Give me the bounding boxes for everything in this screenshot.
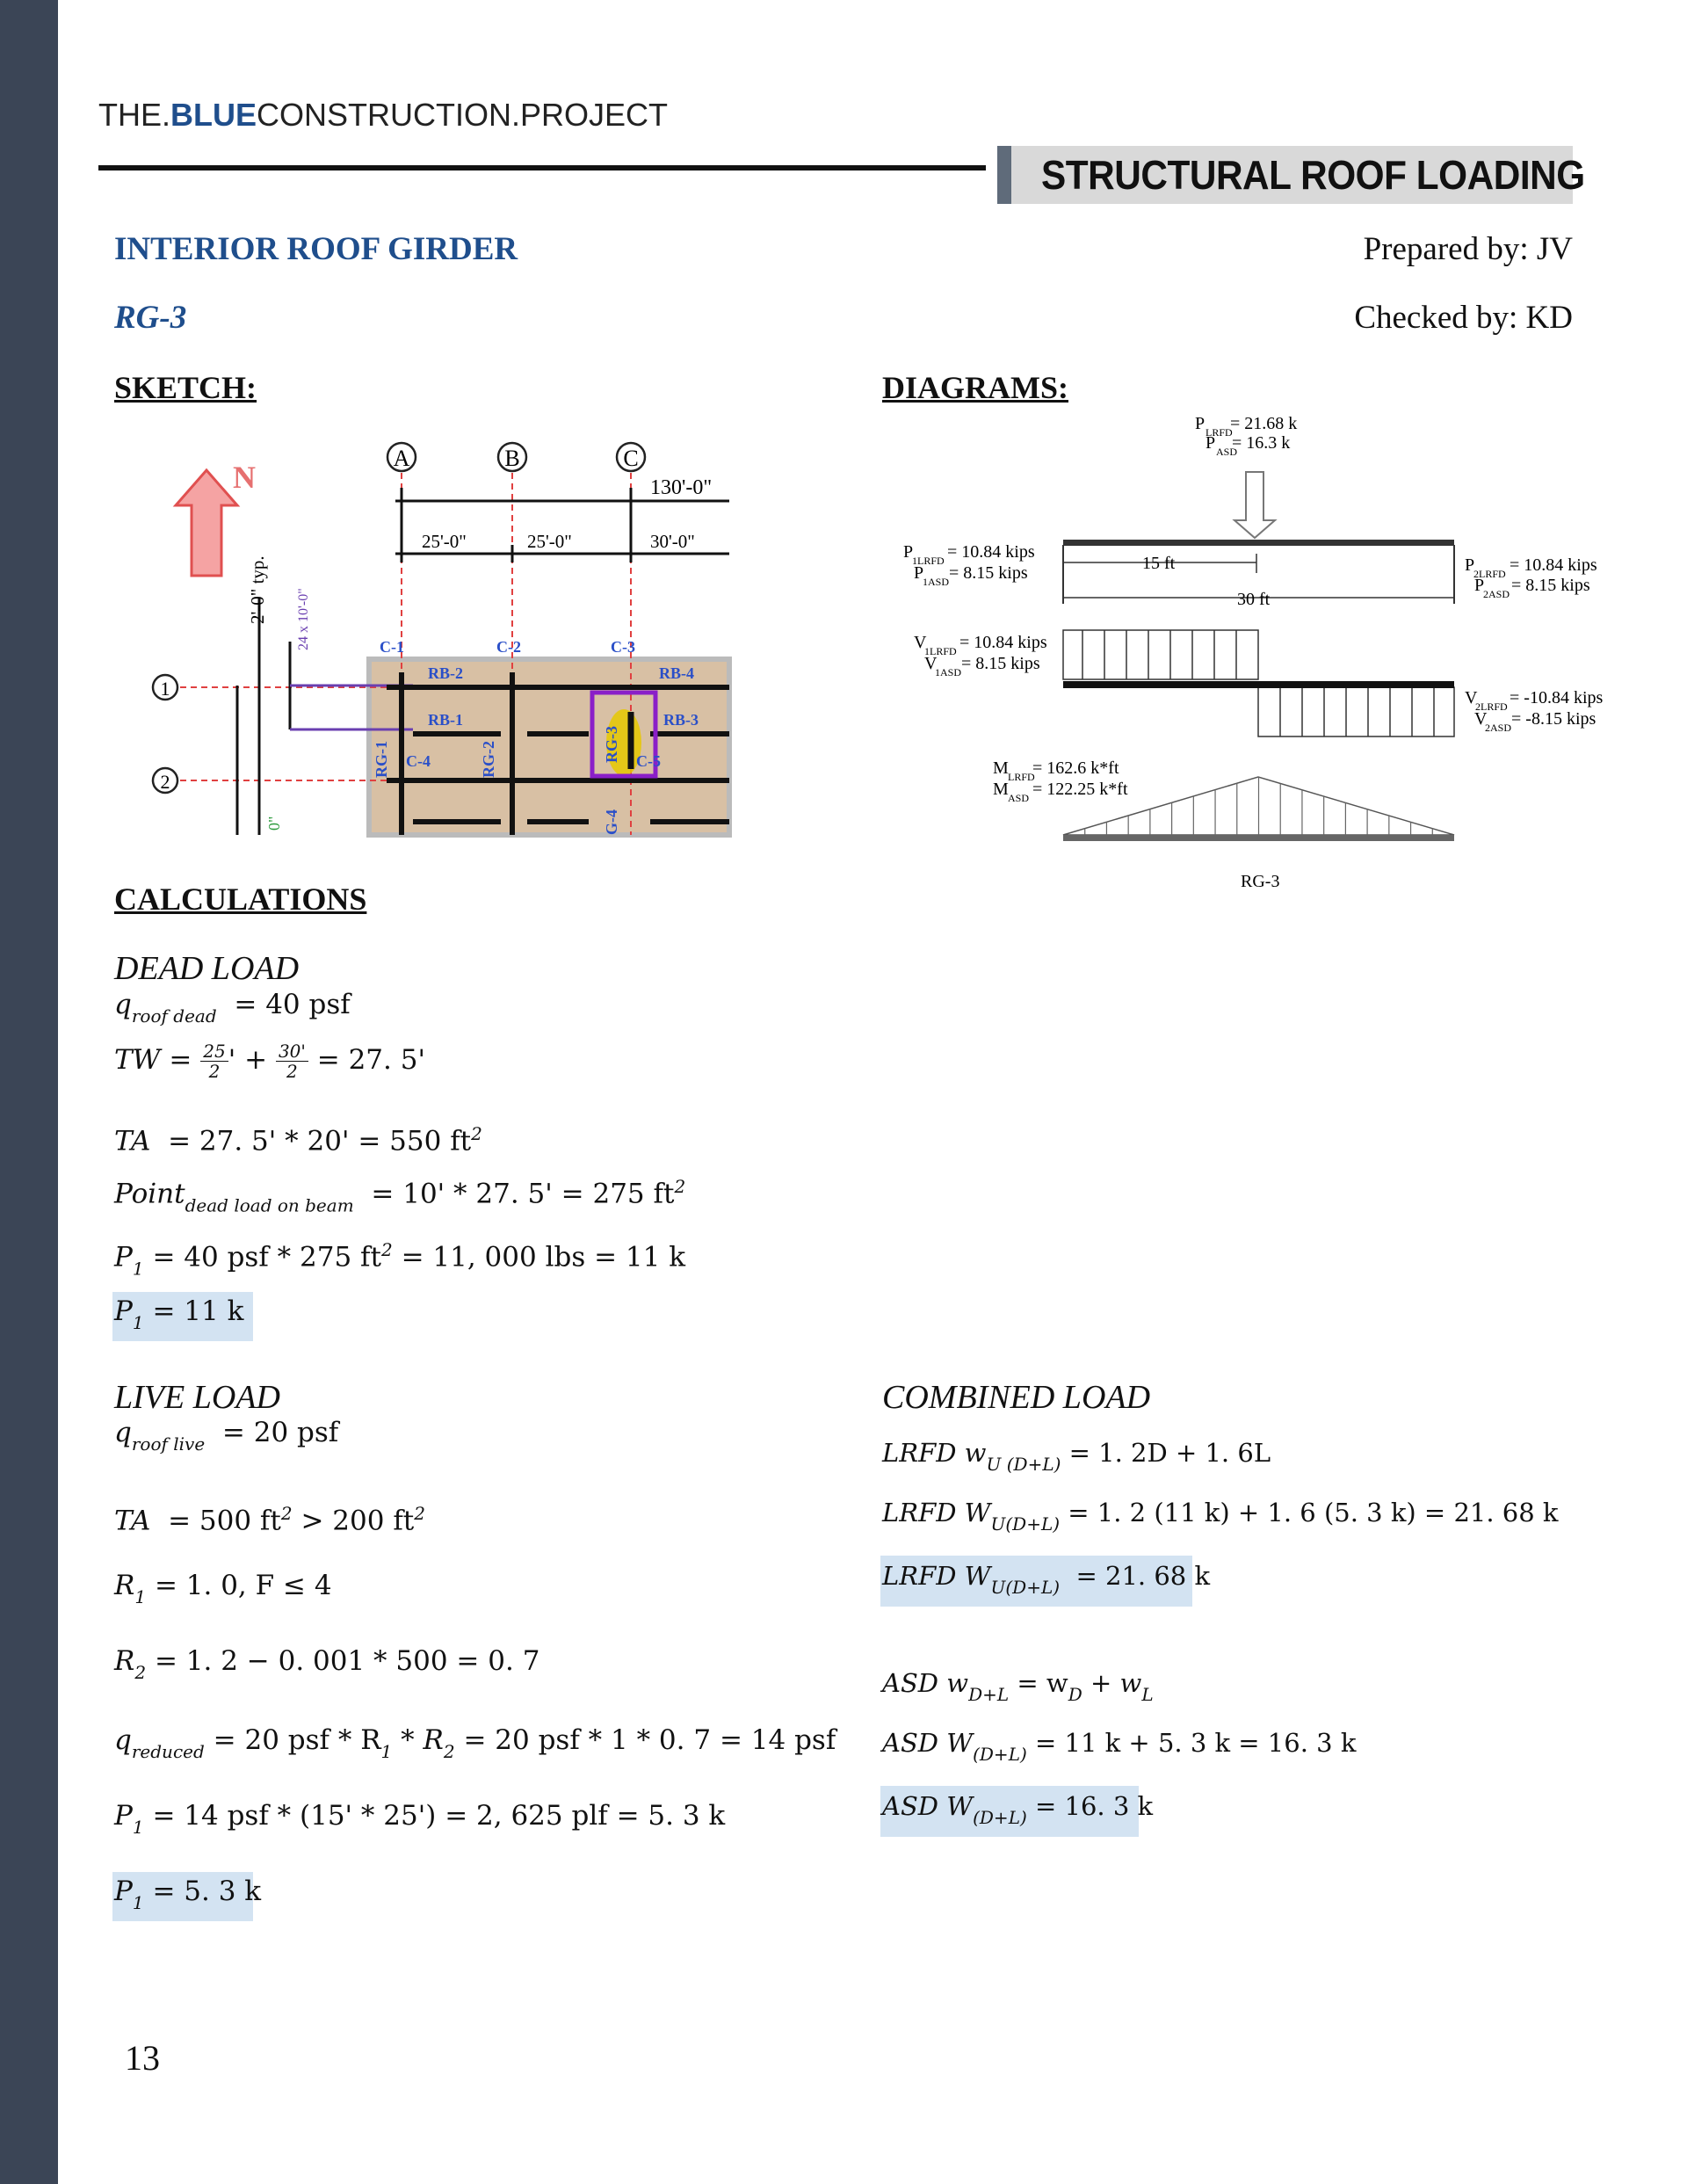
- grid-label-c: C: [623, 446, 639, 471]
- reaction-right-label: [1465, 555, 1597, 600]
- svg-text:= 10.84 kips: = 10.84 kips: [1510, 555, 1597, 575]
- span-dim-2: 25'-0": [527, 531, 572, 552]
- svg-text:2LRFD: 2LRFD: [1473, 568, 1506, 580]
- live-q-roof: $q_{roof live} = 20$ psf: [114, 1417, 339, 1455]
- prepared-by: Prepared by: JV: [1363, 231, 1573, 267]
- svg-text:P: P: [914, 563, 924, 583]
- svg-text:C-2: C-2: [496, 638, 521, 656]
- svg-text:2ASD: 2ASD: [1485, 722, 1512, 734]
- overall-dimension: 130'-0": [650, 476, 713, 499]
- combined-lrfd-eq: LRFD $w_{U (D+L)} = 1$. 2D + 1. 6L: [882, 1438, 1271, 1475]
- beam-load-diagram: [1063, 540, 1454, 546]
- grid-label-a: A: [393, 446, 410, 471]
- svg-text:= 8.15 kips: = 8.15 kips: [949, 563, 1028, 583]
- svg-text:RG-2: RG-2: [480, 741, 497, 778]
- svg-text:LRFD: LRFD: [1206, 426, 1233, 439]
- live-p1-calc: $P_1 = 14$ psf * (15' * 25') = 2, 625 plf = 5. 3 k: [114, 1800, 726, 1838]
- svg-text:P: P: [1206, 433, 1216, 453]
- diagrams-label: DIAGRAMS:: [882, 370, 1068, 405]
- sketch-label: SKETCH:: [114, 370, 257, 405]
- svg-text:C-4: C-4: [406, 752, 431, 770]
- vertical-dim-typ: 2'-0" typ.: [247, 555, 268, 624]
- live-q-reduced: $q_{reduced} = 20$ psf * $R_1 * R_2 = 20$ psf * 1 * 0. 7 = 14 psf: [114, 1724, 836, 1762]
- member-id: RG-3: [114, 300, 187, 336]
- svg-text:C-3: C-3: [611, 638, 635, 656]
- svg-text:= 8.15 kips: = 8.15 kips: [1511, 576, 1590, 595]
- diagram-caption: RG-3: [1241, 872, 1280, 891]
- svg-text:LRFD: LRFD: [1008, 771, 1035, 783]
- dead-load-heading: DEAD LOAD: [114, 950, 300, 987]
- combined-lrfd-result: LRFD $W_{U(D+L)} = 21$. 68 k: [882, 1561, 1211, 1598]
- span-dim-3: 30'-0": [650, 531, 695, 552]
- dead-point: Point$_{dead load on beam}$ = 10' * 27. 5' = 275 $ft^2$: [114, 1176, 686, 1216]
- svg-text:P: P: [1474, 576, 1485, 595]
- svg-text:= 16.3 k: = 16.3 k: [1232, 433, 1291, 453]
- dead-p1-result: $P_1 = 11$ k: [114, 1295, 244, 1333]
- svg-text:= 122.25 k*ft: = 122.25 k*ft: [1032, 780, 1128, 799]
- point-load-arrow-icon: [1234, 472, 1275, 538]
- svg-text:= -10.84 kips: = -10.84 kips: [1510, 688, 1604, 707]
- svg-text:1LRFD: 1LRFD: [924, 645, 957, 657]
- svg-text:C-5: C-5: [636, 752, 661, 770]
- brand-logo: THE.BLUECONSTRUCTION.PROJECT: [98, 97, 669, 133]
- combined-asd-eq: ASD $w_{D+L} = w_D + w_L$: [882, 1668, 1154, 1705]
- svg-text:RB-3: RB-3: [663, 711, 699, 729]
- span-dim-1: 25'-0": [422, 531, 467, 552]
- svg-text:P: P: [1465, 555, 1475, 575]
- svg-text:M: M: [993, 780, 1009, 799]
- grid-label-1: 1: [160, 678, 170, 700]
- svg-text:ASD: ASD: [1216, 446, 1238, 458]
- svg-text:= -8.15 kips: = -8.15 kips: [1511, 709, 1596, 729]
- north-label: N: [233, 460, 256, 495]
- svg-text:G-4: G-4: [603, 809, 620, 835]
- svg-text:V: V: [914, 633, 927, 652]
- live-p1-result: $P_1 = 5$. 3 k: [114, 1876, 262, 1913]
- combined-load-heading: COMBINED LOAD: [882, 1379, 1151, 1416]
- shear-left-label: [914, 633, 1047, 678]
- load-diagrams: [887, 406, 1604, 898]
- left-sidebar-strip: [0, 0, 58, 2184]
- svg-text:2ASD: 2ASD: [1483, 588, 1510, 600]
- svg-text:RG-3: RG-3: [603, 726, 620, 763]
- svg-text:RG-1: RG-1: [373, 741, 390, 778]
- svg-text:= 21.68 k: = 21.68 k: [1230, 414, 1298, 433]
- svg-text:P: P: [1195, 414, 1206, 433]
- combined-lrfd-calc: LRFD $W_{U(D+L)} = 1$. 2 (11 k) + 1. 6 (5. 3 k) = 21. 68 k: [882, 1498, 1559, 1535]
- svg-text:= 162.6 k*ft: = 162.6 k*ft: [1032, 758, 1119, 778]
- svg-text:RB-2: RB-2: [428, 664, 463, 682]
- live-ta: TA = 500 $ft^2 > 200$ $ft^2$: [114, 1503, 425, 1537]
- checked-by: Checked by: KD: [1354, 300, 1573, 336]
- svg-text:RB-1: RB-1: [428, 711, 463, 729]
- banner-title: STRUCTURAL ROOF LOADING: [1041, 152, 1585, 198]
- svg-text:2LRFD: 2LRFD: [1475, 700, 1508, 713]
- dim-15ft: 15 ft: [1142, 554, 1176, 573]
- svg-text:V: V: [1465, 688, 1478, 707]
- dead-tw: TW = $\frac{25}{2}'$ + $\frac{30'}{2} = 27$. 5': [114, 1041, 425, 1082]
- calculations-label: CALCULATIONS: [114, 882, 367, 917]
- dim-30ft: 30 ft: [1237, 590, 1271, 609]
- north-arrow-icon: [176, 470, 237, 576]
- grid-label-2: 2: [160, 771, 170, 793]
- point-load-label: [1195, 414, 1297, 458]
- section-banner: [997, 146, 1585, 204]
- reaction-left-label: [903, 542, 1035, 588]
- page-title: INTERIOR ROOF GIRDER: [114, 231, 518, 267]
- bottom-mark: 0": [265, 816, 283, 831]
- svg-text:1ASD: 1ASD: [923, 576, 950, 588]
- live-r2: $R_2 = 1$. 2 − 0. 001 * 500 = 0. 7: [114, 1645, 540, 1683]
- svg-text:ASD: ASD: [1008, 792, 1030, 804]
- svg-text:1ASD: 1ASD: [935, 666, 962, 678]
- dead-q-roof: $q_{roof dead} = 40$ psf: [114, 989, 351, 1027]
- grid-label-b: B: [504, 446, 520, 471]
- framing-sketch: [132, 431, 738, 835]
- svg-text:V: V: [1474, 709, 1488, 729]
- combined-asd-calc: ASD $W_{(D+L)} = 11$ k + 5. 3 k = 16. 3 k: [882, 1728, 1357, 1765]
- shear-right-label: [1465, 688, 1603, 734]
- svg-text:= 8.15 kips: = 8.15 kips: [961, 654, 1040, 673]
- combined-asd-result: ASD $W_{(D+L)} = 16$. 3 k: [882, 1791, 1154, 1828]
- svg-text:V: V: [924, 654, 938, 673]
- live-load-heading: LIVE LOAD: [114, 1379, 280, 1416]
- svg-text:RB-4: RB-4: [659, 664, 694, 682]
- moment-baseline: [1063, 835, 1454, 841]
- moment-label: [993, 758, 1128, 804]
- svg-text:M: M: [993, 758, 1009, 778]
- shear-baseline: [1063, 681, 1454, 688]
- dead-ta: TA = 27. 5' * 20' = 550 $ft^2$: [114, 1123, 482, 1157]
- svg-text:= 10.84 kips: = 10.84 kips: [947, 542, 1035, 562]
- vertical-dim-spacing: 24 x 10'-0": [296, 588, 311, 650]
- svg-text:= 10.84 kips: = 10.84 kips: [959, 633, 1047, 652]
- svg-text:C-1: C-1: [380, 638, 404, 656]
- live-r1: $R_1 = 1$. 0, F ≤ 4: [114, 1570, 332, 1607]
- svg-text:P: P: [903, 542, 914, 562]
- svg-text:1LRFD: 1LRFD: [912, 555, 945, 567]
- dead-p1-calc: $P_1 = 40$ psf * 275 $ft^2 = 11$, 000 lbs = 11 k: [114, 1239, 686, 1280]
- page-number: 13: [125, 2038, 160, 2078]
- header-rule: [98, 165, 986, 171]
